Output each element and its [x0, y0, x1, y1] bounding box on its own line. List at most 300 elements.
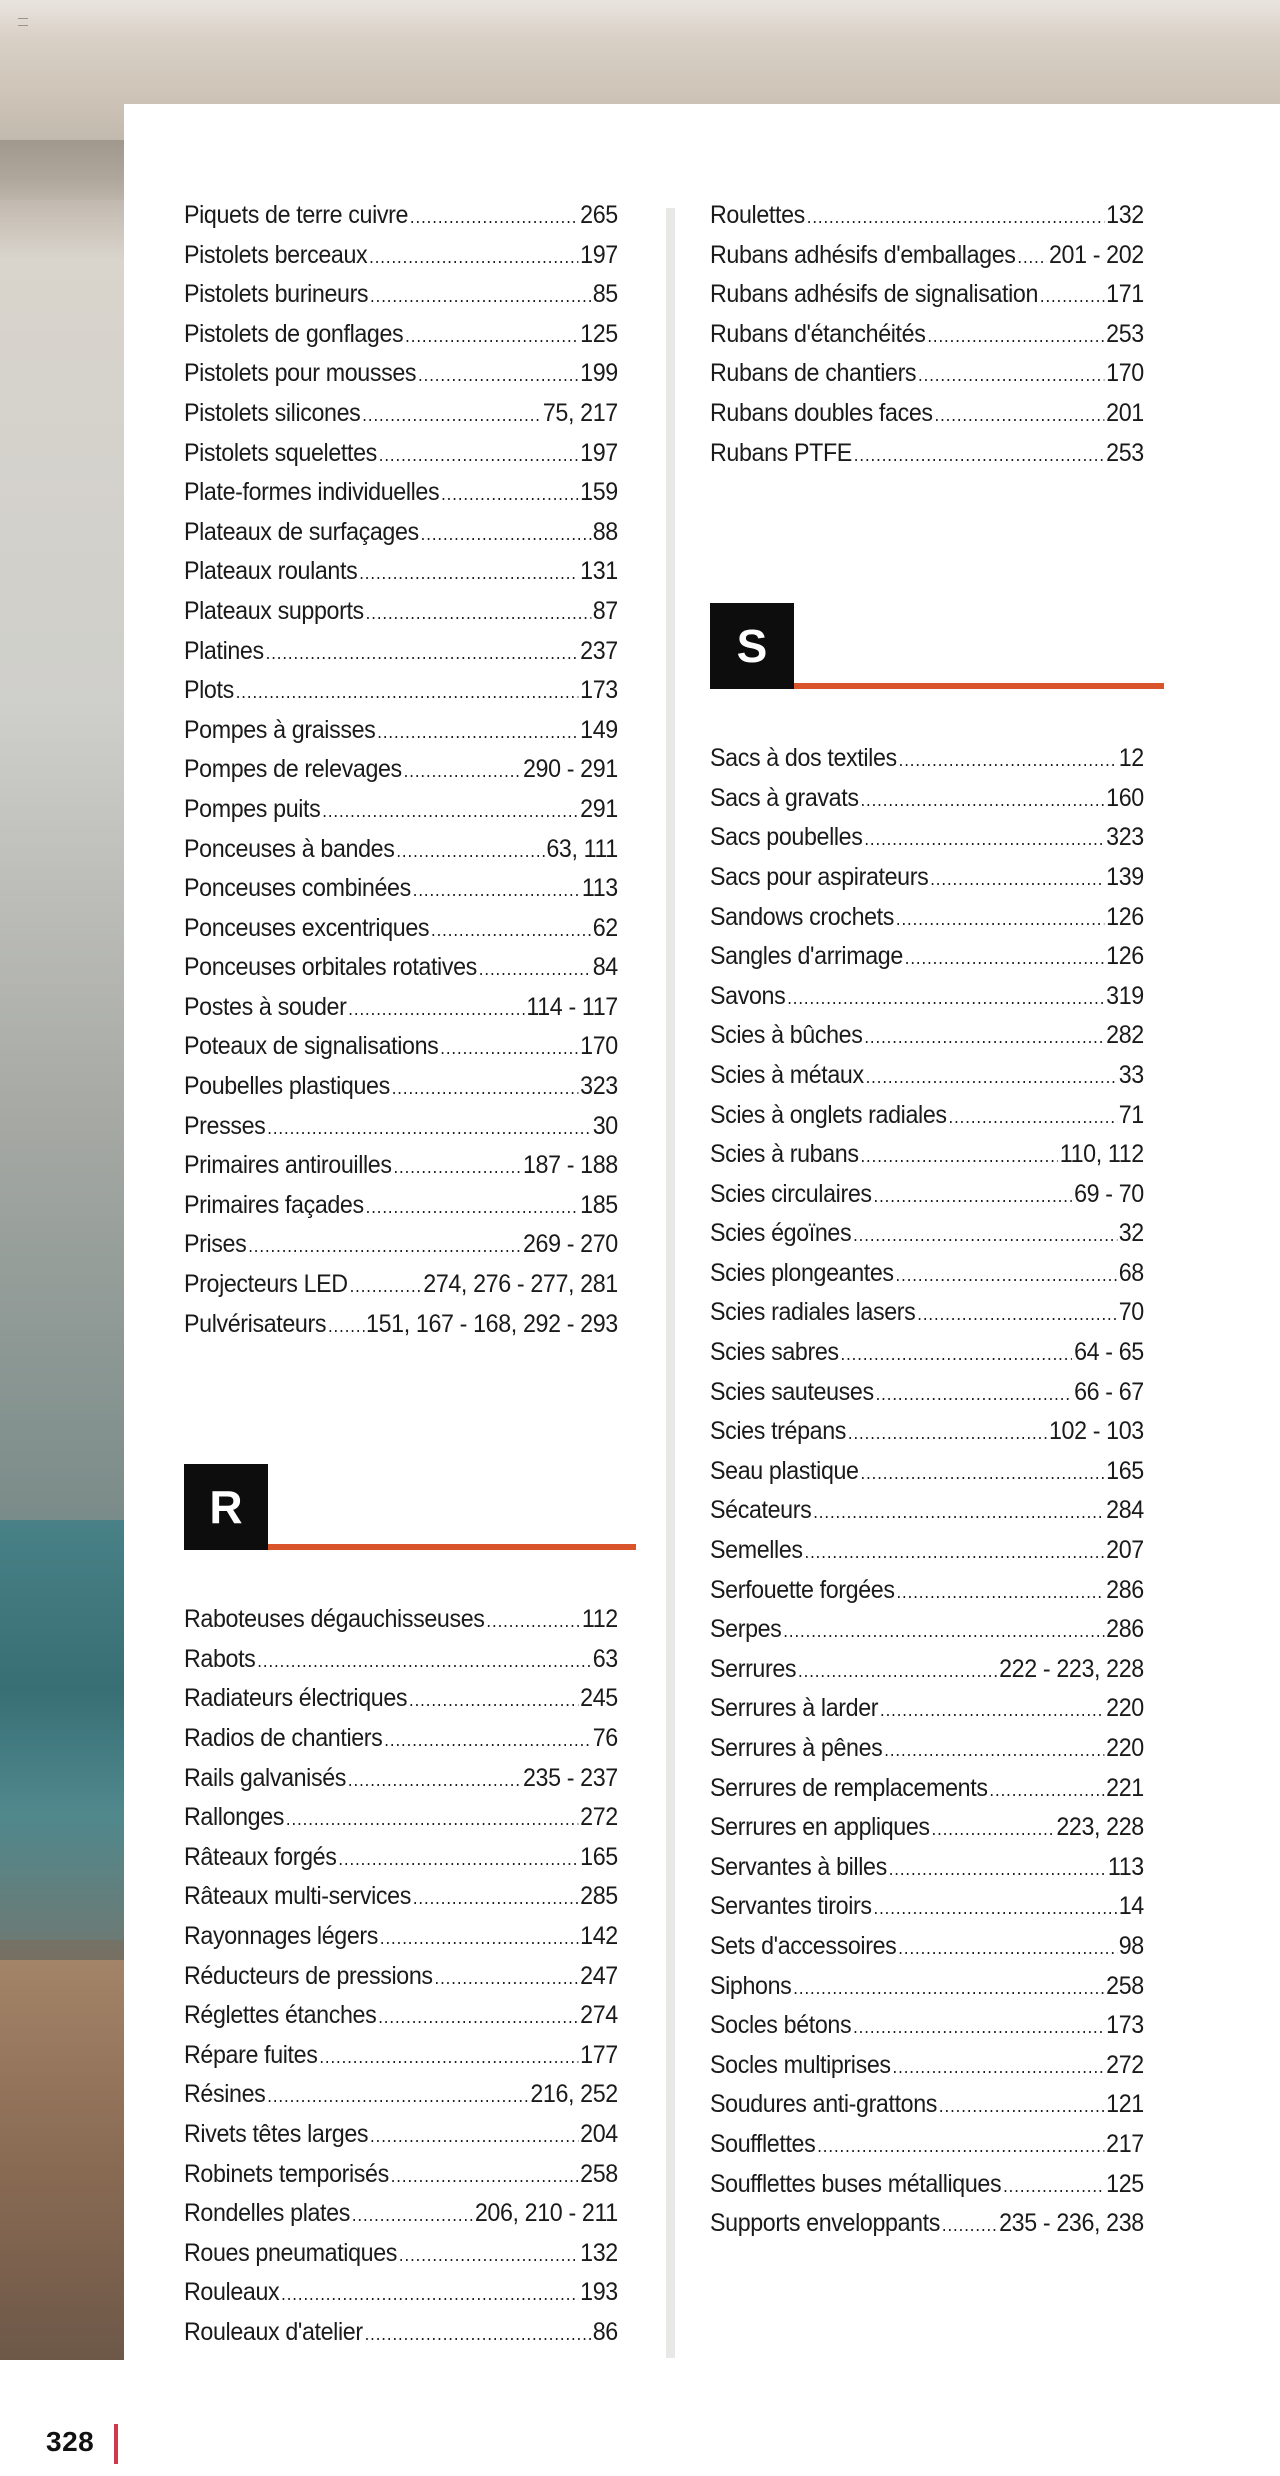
entry-page: 274	[580, 2001, 618, 2030]
entry-label: Seau plastique	[710, 1456, 859, 1485]
index-entry	[710, 739, 1144, 779]
entry-label: Scies à métaux	[710, 1060, 864, 1089]
entry-page: 286	[1106, 1615, 1144, 1644]
entry-page: 75, 217	[542, 398, 618, 427]
entry-label: Scies à bûches	[710, 1021, 863, 1050]
entry-page: 160	[1106, 783, 1144, 812]
index-entry	[184, 513, 618, 553]
entry-label: Serpes	[710, 1615, 782, 1644]
entry-label: Soudures anti-grattons	[710, 2090, 938, 2119]
page-number-bar	[114, 2424, 118, 2464]
index-entry	[184, 1067, 618, 1107]
entry-page: 121	[1106, 2090, 1144, 2119]
dot-leader	[876, 1375, 1073, 1415]
entry-label: Réducteurs de pressions	[184, 1961, 433, 1990]
index-entry	[710, 1571, 1144, 1611]
section-header-s	[710, 603, 1146, 689]
entry-page: 69 - 70	[1074, 1179, 1144, 1208]
index-entry	[184, 1107, 618, 1147]
dot-leader	[864, 1018, 1104, 1058]
index-entry	[184, 750, 618, 790]
index-entry	[184, 275, 618, 315]
entry-label: Plateaux supports	[184, 596, 364, 625]
entry-label: Serrures en appliques	[710, 1813, 930, 1842]
entry-label: Répare fuites	[184, 2040, 318, 2069]
entry-label: Pistolets berceaux	[184, 240, 368, 269]
index-entry	[710, 1135, 1144, 1175]
dot-leader	[989, 1771, 1104, 1811]
entry-page: 62	[592, 913, 618, 942]
entry-label: Radios de chantiers	[184, 1724, 383, 1752]
entry-page: 258	[1106, 1971, 1144, 2000]
entry-page: 159	[580, 478, 618, 507]
index-entry	[710, 1096, 1144, 1136]
entry-page: 323	[1106, 823, 1144, 852]
entry-label: Piquets de terre cuivre	[184, 201, 409, 229]
index-entry	[710, 2125, 1144, 2165]
index-entry	[710, 1610, 1144, 1650]
dot-leader	[348, 1761, 521, 1801]
entry-label: Scies à onglets radiales	[710, 1100, 947, 1129]
dot-leader	[854, 436, 1105, 476]
entry-label: Serrures à pênes	[710, 1734, 883, 1762]
dot-leader	[393, 1148, 521, 1188]
dot-leader	[896, 1573, 1104, 1613]
dot-leader	[365, 2315, 591, 2355]
entry-label: Résines	[184, 2080, 266, 2109]
index-entry	[710, 898, 1144, 938]
dot-leader	[370, 2117, 578, 2157]
index-entry	[184, 1917, 618, 1957]
entry-label: Râteaux multi-services	[184, 1882, 411, 1911]
entry-label: Rubans adhésifs d'emballages	[710, 240, 1016, 269]
section-letter-r: R	[184, 1464, 268, 1550]
entry-label: Presses	[184, 1111, 266, 1140]
index-entry	[710, 2085, 1144, 2125]
dot-leader	[338, 1840, 578, 1880]
dot-leader	[934, 396, 1104, 436]
index-entry	[710, 1412, 1144, 1452]
entry-label: Pistolets pour mousses	[184, 359, 417, 388]
index-entry	[184, 1225, 618, 1265]
entry-page: 113	[581, 874, 618, 903]
entry-label: Roues pneumatiques	[184, 2238, 398, 2267]
index-entry	[184, 2273, 618, 2313]
entry-label: Poubelles plastiques	[184, 1072, 390, 1101]
dot-leader	[783, 1612, 1104, 1652]
index-entry	[710, 1373, 1144, 1413]
entry-label: Rubans doubles faces	[710, 398, 933, 427]
index-entry	[184, 315, 618, 355]
entry-label: Sets d'accessoires	[710, 1931, 897, 1960]
entry-label: Radiateurs électriques	[184, 1684, 408, 1713]
index-entry	[710, 779, 1144, 819]
dot-leader	[889, 1850, 1106, 1890]
dot-leader	[440, 1029, 578, 1069]
entry-label: Pulvérisateurs	[184, 1309, 327, 1338]
entry-page: 63	[592, 1644, 618, 1673]
index-entry	[710, 1848, 1144, 1888]
entry-label: Robinets temporisés	[184, 2159, 389, 2188]
entry-page: 110, 112	[1059, 1140, 1144, 1169]
entry-page: 237	[580, 636, 618, 665]
entry-label: Soufflettes	[710, 2129, 816, 2158]
entry-page: 272	[580, 1803, 618, 1832]
entry-page: 102 - 103	[1048, 1417, 1144, 1446]
entry-page: 235 - 236, 238	[999, 2209, 1144, 2238]
dot-leader	[848, 1414, 1047, 1454]
entry-page: 125	[580, 319, 618, 348]
entry-page: 66 - 67	[1074, 1377, 1144, 1406]
entry-label: Scies circulaires	[710, 1179, 872, 1208]
entry-label: Scies plongeantes	[710, 1258, 894, 1287]
entry-page: 173	[1106, 2011, 1144, 2040]
dot-leader	[896, 900, 1104, 940]
index-entry	[710, 354, 1144, 394]
entry-page: 170	[580, 1032, 618, 1061]
entry-label: Plate-formes individuelles	[184, 478, 440, 507]
entry-page: 187 - 188	[522, 1151, 618, 1180]
entry-page: 272	[1106, 2050, 1144, 2079]
index-entry	[184, 354, 618, 394]
index-entry	[710, 1056, 1144, 1096]
entry-page: 14	[1118, 1892, 1144, 1921]
section-header-r	[184, 1464, 620, 1550]
index-entry	[184, 671, 618, 711]
index-entry	[710, 1887, 1144, 1927]
dot-leader	[1003, 2167, 1104, 2207]
entry-label: Plateaux de surfaçages	[184, 517, 419, 546]
entry-label: Serfouette forgées	[710, 1575, 895, 1604]
section-rule-r	[268, 1544, 636, 1550]
r-entries-right	[710, 196, 1146, 473]
entry-label: Socles bétons	[710, 2011, 852, 2040]
dot-leader	[899, 741, 1117, 781]
column-divider	[666, 208, 675, 2358]
dot-leader	[896, 1256, 1117, 1296]
entry-label: Rayonnages légers	[184, 1921, 379, 1950]
index-entry	[710, 2046, 1144, 2086]
dot-leader	[404, 752, 521, 792]
dot-leader	[413, 871, 580, 911]
dot-leader	[817, 2127, 1104, 2167]
dot-leader	[1040, 277, 1104, 317]
entry-page: 87	[592, 596, 618, 625]
dot-leader	[813, 1493, 1104, 1533]
index-entry	[710, 937, 1144, 977]
index-entry	[710, 394, 1144, 434]
entry-label: Postes à souder	[184, 992, 347, 1021]
entry-label: Scies trépans	[710, 1417, 847, 1446]
dot-leader	[319, 2038, 578, 2078]
entry-label: Rivets têtes larges	[184, 2119, 369, 2148]
index-entry	[184, 1877, 618, 1917]
dot-leader	[352, 2196, 473, 2236]
index-entry	[710, 1452, 1144, 1492]
index-entry	[710, 315, 1144, 355]
entry-label: Rouleaux d'atelier	[184, 2317, 363, 2346]
dot-leader	[369, 238, 578, 278]
entry-label: Sandows crochets	[710, 902, 895, 931]
index-entry	[184, 1600, 618, 1640]
entry-label: Ponceuses excentriques	[184, 913, 430, 942]
dot-leader	[805, 1533, 1105, 1573]
dot-leader	[322, 792, 578, 832]
entry-page: 201 - 202	[1048, 240, 1144, 269]
entry-label: Prises	[184, 1230, 247, 1259]
entry-label: Pistolets de gonflages	[184, 319, 404, 348]
index-entry	[184, 2155, 618, 2195]
entry-page: 223, 228	[1056, 1813, 1144, 1842]
background-beam	[0, 140, 124, 200]
entry-label: Savons	[710, 981, 786, 1010]
dot-leader	[918, 356, 1104, 396]
index-entry	[710, 1729, 1144, 1769]
entry-page: 173	[580, 676, 618, 705]
entry-label: Supports enveloppants	[710, 2209, 941, 2238]
index-entry	[184, 988, 618, 1028]
dot-leader	[917, 1295, 1117, 1335]
index-entry	[710, 1175, 1144, 1215]
entry-label: Ponceuses combinées	[184, 874, 411, 903]
entry-label: Scies sabres	[710, 1338, 839, 1367]
entry-label: Plateaux roulants	[184, 557, 358, 586]
entry-page: 88	[592, 517, 618, 546]
entry-label: Siphons	[710, 1971, 792, 2000]
entry-page: 197	[580, 438, 618, 467]
dot-leader	[378, 1998, 578, 2038]
dot-leader	[399, 2236, 578, 2276]
entry-page: 197	[580, 240, 618, 269]
section-letter-s: S	[710, 603, 794, 689]
entry-label: Pistolets burineurs	[184, 280, 369, 309]
entry-page: 114 - 117	[526, 992, 618, 1021]
index-entry	[710, 1491, 1144, 1531]
dot-leader	[942, 2206, 997, 2246]
p-entries	[184, 196, 620, 1344]
entry-page: 220	[1106, 1734, 1144, 1762]
dot-leader	[853, 2008, 1104, 2048]
entry-page: 177	[580, 2040, 618, 2069]
entry-page: 98	[1118, 1931, 1144, 1960]
entry-page: 165	[1106, 1456, 1144, 1485]
index-entry	[710, 1650, 1144, 1690]
entry-page: 265	[580, 201, 618, 229]
entry-page: 71	[1118, 1100, 1144, 1129]
entry-page: 33	[1118, 1060, 1144, 1089]
dot-leader	[257, 1642, 591, 1682]
dot-leader	[328, 1307, 364, 1347]
dot-leader	[413, 1879, 578, 1919]
dot-leader	[939, 2087, 1104, 2127]
entry-page: 253	[1106, 319, 1144, 348]
dot-leader	[379, 436, 579, 476]
entry-page: 319	[1106, 981, 1144, 1010]
entry-label: Sacs pour aspirateurs	[710, 862, 929, 891]
menu-icon	[18, 18, 28, 26]
dot-leader	[1017, 238, 1047, 278]
dot-leader	[864, 820, 1104, 860]
entry-page: 142	[580, 1921, 618, 1950]
dot-leader	[350, 1267, 422, 1307]
entry-page: 171	[1106, 280, 1144, 309]
entry-page: 12	[1118, 744, 1144, 773]
dot-leader	[893, 2048, 1105, 2088]
index-entry	[184, 1838, 618, 1878]
background-workbench	[0, 1960, 124, 2360]
dot-leader	[359, 554, 578, 594]
entry-label: Scies radiales lasers	[710, 1298, 916, 1327]
dot-leader	[949, 1098, 1117, 1138]
entry-label: Râteaux forgés	[184, 1842, 337, 1871]
index-entry	[710, 434, 1144, 474]
entry-label: Plots	[184, 676, 234, 705]
entry-label: Soufflettes buses métalliques	[710, 2169, 1002, 2198]
entry-label: Scies à rubans	[710, 1140, 859, 1169]
dot-leader	[370, 277, 591, 317]
entry-page: 76	[592, 1724, 618, 1752]
dot-leader	[807, 198, 1105, 238]
dot-leader	[860, 1454, 1104, 1494]
entry-label: Rallonges	[184, 1803, 285, 1832]
index-entry	[184, 1305, 618, 1345]
index-entry	[184, 1996, 618, 2036]
index-entry	[184, 2313, 618, 2353]
entry-page: 204	[580, 2119, 618, 2148]
entry-label: Projecteurs LED	[184, 1270, 348, 1299]
entry-page: 253	[1106, 438, 1144, 467]
index-entry	[710, 1293, 1144, 1333]
entry-page: 165	[580, 1842, 618, 1871]
index-column-right	[710, 196, 1146, 2244]
dot-leader	[380, 1919, 578, 1959]
dot-leader	[377, 713, 578, 753]
entry-label: Roulettes	[710, 201, 805, 229]
entry-page: 235 - 237	[522, 1763, 618, 1792]
entry-label: Pompes de relevages	[184, 755, 402, 784]
dot-leader	[236, 673, 579, 713]
entry-page: 285	[580, 1882, 618, 1911]
index-entry	[710, 2165, 1144, 2205]
index-entry	[184, 394, 618, 434]
index-entry	[710, 196, 1144, 236]
entry-page: 207	[1106, 1536, 1144, 1565]
entry-page: 70	[1118, 1298, 1144, 1327]
entry-page: 290 - 291	[522, 755, 618, 784]
entry-page: 112	[581, 1605, 618, 1634]
entry-page: 85	[592, 280, 618, 309]
r-entries-left	[184, 1600, 620, 2352]
index-entry	[184, 1719, 618, 1759]
entry-page: 125	[1106, 2169, 1144, 2198]
entry-label: Scies égoïnes	[710, 1219, 852, 1248]
entry-label: Pompes puits	[184, 794, 321, 823]
dot-leader	[860, 1137, 1057, 1177]
entry-page: 64 - 65	[1074, 1338, 1144, 1367]
dot-leader	[286, 1800, 578, 1840]
dot-leader	[841, 1335, 1073, 1375]
index-entry	[184, 1679, 618, 1719]
entry-page: 220	[1106, 1694, 1144, 1723]
entry-page: 63, 111	[546, 834, 618, 863]
index-entry	[184, 909, 618, 949]
entry-page: 274, 276 - 277, 281	[423, 1270, 618, 1299]
index-entry	[184, 1957, 618, 1997]
index-entry	[710, 275, 1144, 315]
entry-label: Poteaux de signalisations	[184, 1032, 439, 1061]
entry-page: 139	[1106, 862, 1144, 891]
dot-leader	[405, 317, 578, 357]
dot-leader	[396, 832, 544, 872]
dot-leader	[267, 1109, 591, 1149]
entry-page: 126	[1106, 942, 1144, 971]
entry-page: 282	[1106, 1021, 1144, 1050]
page-number: 328	[46, 2426, 95, 2457]
entry-page: 30	[592, 1111, 618, 1140]
index-entry	[184, 1798, 618, 1838]
dot-leader	[884, 1731, 1104, 1771]
index-entry	[710, 236, 1144, 276]
entry-page: 68	[1118, 1258, 1144, 1287]
entry-page: 132	[1106, 201, 1144, 229]
index-entry	[184, 632, 618, 672]
background-machine	[0, 1520, 124, 1940]
dot-leader	[267, 2077, 528, 2117]
entry-label: Rondelles plates	[184, 2199, 350, 2228]
entry-label: Rouleaux	[184, 2278, 280, 2307]
index-entry	[710, 2006, 1144, 2046]
section-rule-s	[794, 683, 1164, 689]
index-entry	[184, 473, 618, 513]
index-entry	[184, 2115, 618, 2155]
entry-page: 86	[592, 2317, 618, 2346]
entry-label: Sangles d'arrimage	[710, 942, 903, 971]
index-entry	[710, 1016, 1144, 1056]
index-entry	[184, 592, 618, 632]
entry-label: Ponceuses orbitales rotatives	[184, 953, 477, 982]
entry-label: Primaires antirouilles	[184, 1151, 392, 1180]
entry-label: Scies sauteuses	[710, 1377, 874, 1406]
entry-page: 291	[580, 794, 618, 823]
index-entry	[184, 1146, 618, 1186]
index-entry	[710, 1927, 1144, 1967]
entry-label: Servantes à billes	[710, 1852, 887, 1881]
index-entry	[184, 869, 618, 909]
index-entry	[184, 790, 618, 830]
entry-page: 206, 210 - 211	[474, 2199, 618, 2228]
entry-label: Rubans d'étanchéités	[710, 319, 926, 348]
entry-label: Primaires façades	[184, 1190, 364, 1219]
dot-leader	[874, 1177, 1073, 1217]
dot-leader	[392, 1069, 579, 1109]
entry-page: 323	[580, 1072, 618, 1101]
entry-page: 131	[580, 557, 618, 586]
entry-page: 258	[580, 2159, 618, 2188]
entry-page: 151, 167 - 168, 292 - 293	[366, 1309, 618, 1338]
entry-label: Serrures de remplacements	[710, 1773, 988, 1802]
dot-leader	[853, 1216, 1117, 1256]
index-entry	[710, 1769, 1144, 1809]
entry-label: Sacs à gravats	[710, 783, 859, 812]
dot-leader	[787, 979, 1104, 1019]
entry-page: 245	[580, 1684, 618, 1713]
entry-page: 126	[1106, 902, 1144, 931]
index-entry	[184, 830, 618, 870]
index-entry	[710, 1254, 1144, 1294]
dot-leader	[362, 396, 541, 436]
index-entry	[710, 1808, 1144, 1848]
entry-label: Pompes à graisses	[184, 715, 376, 744]
